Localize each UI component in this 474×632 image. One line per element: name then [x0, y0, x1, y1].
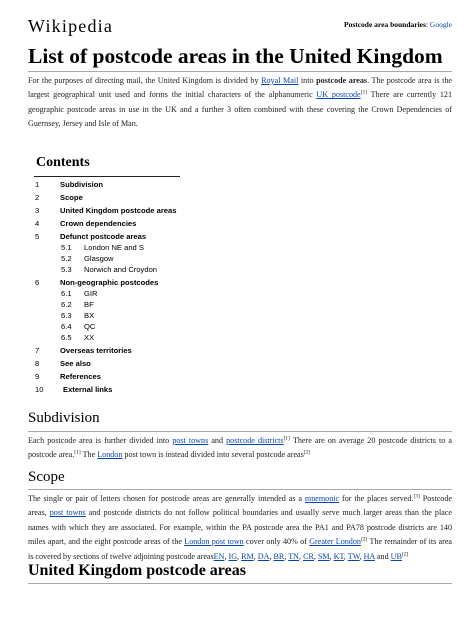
scope-paragraph: The single or pair of letters chosen for postcode areas are generally intended as a mnemonic for the places served.[3] Postcode areas, post towns and postcode districts do not follow political boundaries and usually serve much larger areas than the place names with which they are associated. For example, within the PA postcode area the PA1 and PA78 postcode districts are 140 miles apart, and the eight postcode areas of the London post town cover only 40% of Greater London[2] The remainder of its area is covered by sections of twelve adjoining postcode areasEN, IG, RM, DA, BR, TN, CR, SM, KT, TW, HA and UB[2]: [28, 493, 452, 561]
toc-item-number: 7: [35, 346, 40, 355]
title-divider: [28, 71, 452, 72]
toc-item-label: GIR: [84, 289, 98, 298]
toc-divider: [34, 176, 180, 177]
greater-london-link[interactable]: Greater London: [309, 537, 361, 547]
toc-item-number: 5: [35, 232, 40, 241]
google-link[interactable]: Google: [429, 20, 452, 29]
postcode-districts-link[interactable]: postcode districts: [226, 436, 284, 445]
section-heading-subdivision: Subdivision: [28, 410, 100, 426]
toc-item-label: See also: [60, 359, 91, 368]
toc-item-number: 5.3: [61, 265, 72, 274]
citation[interactable]: [1]: [283, 435, 290, 442]
postcode-area-link[interactable]: UB: [390, 551, 402, 561]
postcode-area-link[interactable]: IG: [228, 551, 238, 561]
toc-item-number: 5.2: [61, 254, 72, 263]
postcode-area-link[interactable]: DA: [257, 551, 270, 561]
toc-item-label: Crown dependencies: [60, 219, 137, 228]
toc-item-number: 6: [35, 278, 40, 287]
toc-item-label: Non-geographic postcodes: [60, 278, 159, 287]
section-heading-uk-postcode-areas: United Kingdom postcode areas: [28, 562, 246, 579]
toc-item-label: QC: [84, 322, 96, 331]
wikipedia-wordmark[interactable]: Wikipedia: [28, 16, 114, 36]
top-links: Postcode area boundaries: Google: [343, 20, 452, 29]
toc-item-label: Overseas territories: [60, 346, 132, 355]
subdivision-paragraph: Each postcode area is further divided into post towns and postcode districts[1] There are on average 20 postcode districts to a postcode area.[1] The London post town is instead divided into several postcode areas[2]: [28, 435, 452, 460]
toc-item-label: BX: [84, 311, 95, 320]
page-title: List of postcode areas in the United Kingdom: [28, 44, 443, 68]
citation[interactable]: [2]: [360, 536, 368, 543]
section-heading-scope: Scope: [28, 469, 65, 485]
intro-paragraph: For the purposes of directing mail, the United Kingdom is divided by Royal Mail into postcode areas. The postcode area is the largest geographical unit used and forms the initial characters of the alphanumeric UK postcode[1] There are currently 121 geographic postcode areas in use in the UK and a further 3 often combined with these covering the Crown Dependencies of Guernsey, Jersey and Isle of Man.: [28, 76, 453, 129]
post-towns-link[interactable]: post towns: [172, 436, 209, 445]
mnemonic-link[interactable]: mnemonic: [304, 494, 340, 503]
citation[interactable]: [1]: [360, 89, 368, 96]
toc-item-label: Defunct postcode areas: [60, 232, 147, 241]
post-towns-link[interactable]: post towns: [49, 508, 86, 518]
toc-item-number: 2: [35, 193, 40, 202]
postcode-area-link[interactable]: TN: [288, 551, 300, 561]
toc-item-label: XX: [84, 333, 95, 342]
section-divider: [28, 431, 452, 432]
toc-item-label: London NE and S: [84, 243, 144, 252]
toc-item-label: Scope: [60, 193, 83, 202]
toc-item-number: 8: [35, 359, 40, 368]
toc-item-number: 6.2: [61, 300, 72, 309]
toc-item-number: 6.3: [61, 311, 72, 320]
postcode-area-link[interactable]: SM: [317, 551, 330, 561]
toc-item-number: 6.4: [61, 322, 72, 331]
citation[interactable]: [1]: [74, 449, 81, 456]
postcode-area-link[interactable]: EN: [213, 551, 225, 561]
postcode-area-link[interactable]: RM: [241, 551, 254, 561]
london-post-town-link[interactable]: London post town: [184, 537, 244, 547]
toc-item-label: BF: [84, 300, 94, 309]
toc-item-number: 4: [35, 219, 40, 228]
postcode-area-link[interactable]: HA: [363, 551, 375, 561]
citation[interactable]: [2]: [303, 449, 311, 456]
toc-item-number: 9: [35, 372, 40, 381]
toc-item-number: 6.1: [61, 289, 72, 298]
toc-item-number: 6.5: [61, 333, 72, 342]
citation[interactable]: [3]: [413, 493, 420, 500]
toc-item-number: 10: [35, 385, 44, 394]
citation[interactable]: [2]: [401, 550, 409, 557]
london-link[interactable]: London: [97, 450, 123, 460]
toc-item-label: Glasgow: [84, 254, 114, 263]
toc-title: Contents: [36, 155, 90, 170]
royal-mail-link[interactable]: Royal Mail: [261, 76, 299, 85]
toc-item-number: 5.1: [61, 243, 72, 252]
toc-item-label: References: [60, 372, 101, 381]
uk-postcode-link[interactable]: UK postcode: [316, 90, 361, 100]
postcode-area-link[interactable]: CR: [303, 551, 314, 561]
postcode-area-link[interactable]: KT: [333, 551, 344, 561]
postcode-area-link[interactable]: TW: [347, 551, 360, 561]
toc-item-label: United Kingdom postcode areas: [60, 206, 177, 215]
toc-item-label: Norwich and Croydon: [84, 265, 158, 274]
toc-item-label: External links: [63, 385, 113, 394]
toc-item-label: Subdivision: [60, 180, 104, 189]
postcode-area-link[interactable]: BR: [273, 551, 285, 561]
section-divider: [28, 583, 452, 584]
section-divider: [28, 489, 452, 490]
toc-item-number: 3: [35, 206, 40, 215]
toc-item-number: 1: [35, 180, 40, 189]
top-link-bold: Postcode area boundaries: [343, 20, 426, 29]
